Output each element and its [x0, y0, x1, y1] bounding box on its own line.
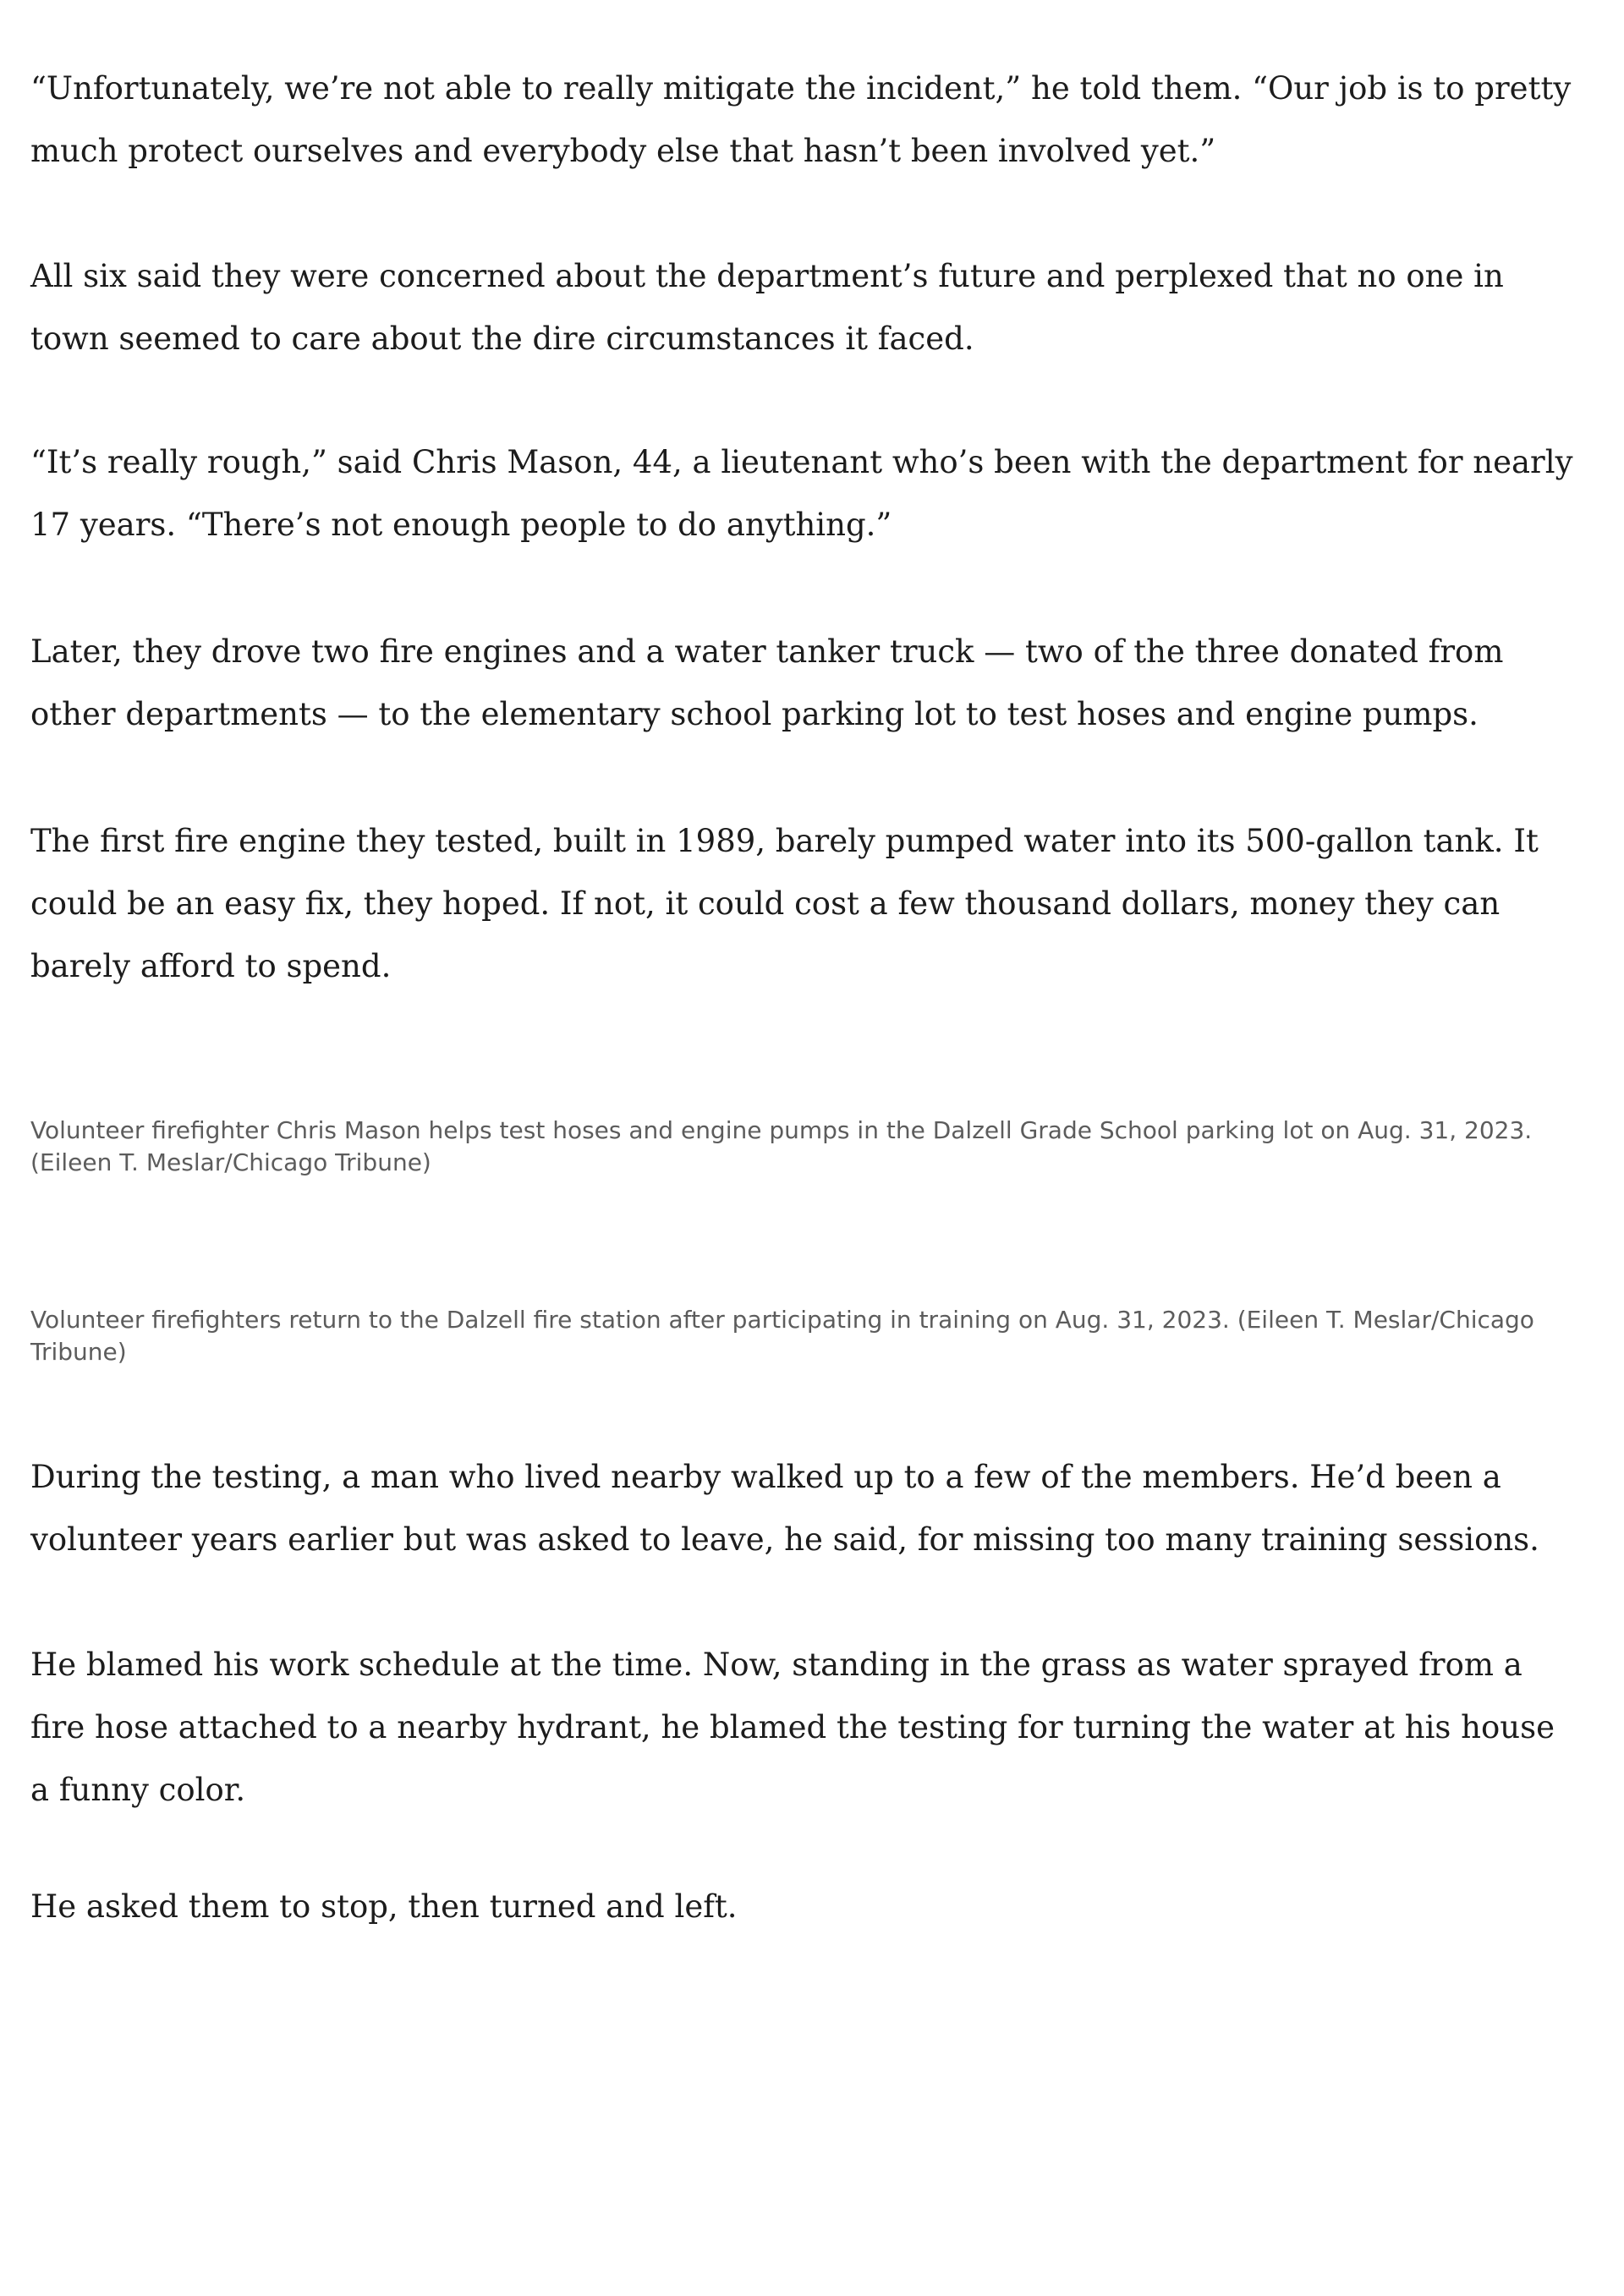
photo-caption: Volunteer firefighter Chris Mason helps test hoses and engine pumps in the Dalzell Grade School parking lot on Aug. 31, 2023. (Eileen T. Meslar/Chicago Tribune): [30, 1116, 1533, 1176]
article-paragraph: He blamed his work schedule at the time. Now, standing in the grass as water sprayed from a fire hose attached to a nearby hydrant, he blamed the testing for turning the water at his house a funny color.: [30, 1647, 1555, 1808]
article-paragraph: He asked them to stop, then turned and left.: [30, 1888, 738, 1925]
article-paragraph: “It’s really rough,” said Chris Mason, 44, a lieutenant who’s been with the department for nearly 17 years. “There’s not enough people to do anything.”: [30, 444, 1573, 543]
article-paragraph: The first fire engine they tested, built in 1989, barely pumped water into its 500-gallon tank. It could be an easy fix, they hoped. If not, it could cost a few thousand dollars, money they can barely afford to spend.: [30, 823, 1539, 984]
article-paragraph: Later, they drove two fire engines and a water tanker truck — two of the three donated from other departments — to the elementary school parking lot to test hoses and engine pumps.: [30, 633, 1504, 732]
article-paragraph: All six said they were concerned about the department’s future and perplexed that no one in town seemed to care about the dire circumstances it faced.: [30, 258, 1504, 357]
article-paragraph: “Unfortunately, we’re not able to really mitigate the incident,” he told them. “Our job is to pretty much protect ourselves and everybody else that hasn’t been involved yet.”: [30, 70, 1572, 169]
photo-caption: Volunteer firefighters return to the Dalzell fire station after participating in training on Aug. 31, 2023. (Eileen T. Meslar/Chicago Tribune): [30, 1306, 1534, 1366]
article-paragraph: During the testing, a man who lived nearby walked up to a few of the members. He’d been a volunteer years earlier but was asked to leave, he said, for missing too many training sessions.: [30, 1459, 1539, 1558]
